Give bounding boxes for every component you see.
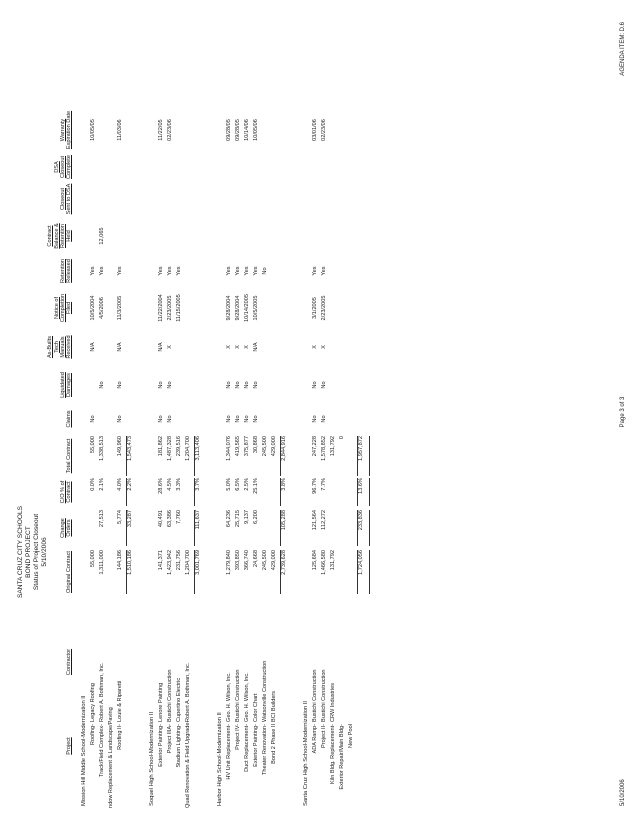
total-change: 33,287 bbox=[127, 510, 133, 528]
column-header-contractor: Contractor bbox=[65, 648, 72, 676]
cell-contractor: Geo. H. Wilson, Inc. bbox=[244, 672, 250, 722]
cell-project: Kiln Bldg. Replacement- bbox=[330, 724, 336, 785]
cell-change: 7,760 bbox=[176, 510, 182, 524]
cell-total: 131,792 bbox=[330, 436, 336, 457]
cell-co_pct: 96.7% bbox=[312, 478, 318, 494]
cell-original: 231,756 bbox=[176, 550, 182, 571]
cell-retention: Yes bbox=[117, 266, 123, 276]
cell-co_pct: 28.6% bbox=[158, 478, 164, 494]
cell-asbuilts: X bbox=[235, 345, 241, 349]
total-total: 2,844,916 bbox=[281, 436, 287, 461]
cell-project: Quad Renovation & Field Upgrade- bbox=[185, 720, 191, 808]
footer-page-number: Page 3 of 3 bbox=[620, 396, 626, 428]
cell-notice: 2/23/2005 bbox=[321, 295, 327, 321]
cell-warranty: 11/22/05 bbox=[158, 119, 164, 141]
total-change: 111,637 bbox=[195, 510, 201, 530]
total-change: 105,288 bbox=[281, 510, 287, 531]
cell-co_pct: 0.0% bbox=[90, 478, 96, 491]
cell-contractor: Louie & Riparetti bbox=[117, 680, 123, 722]
column-header-dsa: DSA Closeout Complete bbox=[53, 155, 72, 179]
cell-liquidated: No bbox=[244, 381, 250, 389]
cell-asbuilts: X bbox=[321, 345, 327, 349]
cell-liquidated: No bbox=[226, 381, 232, 389]
cell-change: 27,513 bbox=[99, 510, 105, 528]
cell-contractor: Bustichi Construction bbox=[321, 669, 327, 722]
cell-claims: No bbox=[321, 415, 327, 423]
cell-change: 64,236 bbox=[226, 510, 232, 528]
report-title: SANTA CRUZ CITY SCHOOLS bbox=[17, 505, 24, 599]
cell-project: Roofing- bbox=[90, 724, 96, 746]
cell-original: 245,500 bbox=[262, 550, 268, 571]
cell-warranty: 11/03/06 bbox=[117, 119, 123, 141]
cell-claims: No bbox=[312, 415, 318, 423]
total-original: 3,001,769 bbox=[195, 550, 201, 575]
cell-total: 1,487,328 bbox=[167, 436, 173, 461]
cell-change: 112,272 bbox=[321, 510, 327, 530]
total-co_pct: 2.2% bbox=[127, 478, 133, 491]
column-header-project: Project bbox=[65, 737, 72, 755]
cell-co_pct: 5.0% bbox=[226, 478, 232, 491]
cell-original: 429,000 bbox=[271, 550, 277, 571]
cell-original: 393,850 bbox=[235, 550, 241, 571]
section-title: Soquel High School-Modernization II bbox=[149, 711, 155, 806]
cell-contractor: Bustichi Construction bbox=[167, 669, 173, 722]
cell-balance: 12,065 bbox=[99, 227, 105, 245]
cell-co_pct: 6.5% bbox=[235, 478, 241, 491]
cell-notice: 11/3/2005 bbox=[117, 295, 123, 321]
cell-claims: No bbox=[117, 415, 123, 423]
cell-notice: 4/5/2006 bbox=[99, 297, 105, 319]
cell-project: Project II- bbox=[321, 724, 327, 748]
cell-original: 125,684 bbox=[312, 550, 318, 571]
cell-contractor: Bustichi Construction bbox=[235, 669, 241, 722]
cell-retention: Yes bbox=[253, 266, 259, 276]
column-header-liquidated: Liquidated Damages bbox=[59, 372, 72, 398]
cell-co_pct: 4.0% bbox=[117, 478, 123, 491]
cell-contractor: Color Chart bbox=[253, 693, 259, 722]
cell-total: 419,565 bbox=[235, 436, 241, 457]
cell-total: 1,204,700 bbox=[185, 436, 191, 461]
cell-warranty: 10/05/05 bbox=[90, 119, 96, 141]
cell-notice: 11/15/2005 bbox=[176, 294, 182, 322]
section-title: Santa Cruz High School-Modernization II bbox=[303, 700, 309, 806]
cell-project: New Pool bbox=[348, 724, 354, 748]
cell-original: 366,740 bbox=[244, 550, 250, 571]
cell-retention: No bbox=[262, 267, 268, 275]
cell-warranty: 03/01/06 bbox=[312, 119, 318, 141]
cell-co_pct: 3.3% bbox=[176, 478, 182, 491]
cell-liquidated: No bbox=[253, 381, 259, 389]
cell-retention: Yes bbox=[167, 266, 173, 276]
cell-original: 1,466,580 bbox=[321, 550, 327, 575]
cell-original: 1,279,840 bbox=[226, 550, 232, 575]
cell-claims: No bbox=[167, 415, 173, 423]
column-header-total: Total Contract bbox=[65, 438, 72, 474]
cell-original: 1,204,700 bbox=[185, 550, 191, 575]
cell-warranty: 10/05/06 bbox=[253, 119, 259, 141]
report-date: 5/10/2006 bbox=[41, 537, 48, 567]
cell-total: 30,868 bbox=[253, 436, 259, 454]
cell-notice: 11/22/2004 bbox=[158, 294, 164, 322]
cell-liquidated: No bbox=[235, 381, 241, 389]
cell-project: Project IV- bbox=[235, 724, 241, 750]
cell-retention: Yes bbox=[99, 266, 105, 276]
grand-total-rule bbox=[369, 510, 370, 546]
cell-claims: No bbox=[253, 415, 259, 423]
cell-notice: 9/28/2004 bbox=[226, 295, 232, 321]
cell-total: 1,344,076 bbox=[226, 436, 232, 461]
report-subtitle: BOND PROJECT bbox=[25, 526, 32, 578]
cell-original: 55,000 bbox=[90, 550, 96, 568]
cell-change: 40,491 bbox=[158, 510, 164, 528]
cell-project: Stadium Lighting- bbox=[176, 724, 182, 768]
total-original: 2,739,628 bbox=[281, 550, 287, 575]
cell-original: 141,371 bbox=[158, 550, 164, 571]
cell-co_pct: 25.1% bbox=[253, 478, 259, 494]
cell-liquidated: No bbox=[321, 381, 327, 389]
cell-notice: 2/23/2005 bbox=[167, 295, 173, 321]
grand-total-rule bbox=[369, 478, 370, 506]
cell-change: 9,137 bbox=[244, 510, 250, 524]
cell-contractor: Bustichi Construction bbox=[312, 669, 318, 722]
cell-total: 1,338,513 bbox=[99, 436, 105, 461]
total-co_pct: 3.7% bbox=[195, 478, 201, 491]
cell-project: Duct Replacement- bbox=[244, 724, 250, 772]
total-total: 3,113,406 bbox=[195, 436, 201, 461]
cell-contractor: Robert A. Bothman, Inc. bbox=[185, 662, 191, 722]
cell-retention: Yes bbox=[226, 266, 232, 276]
footer-date: 5/10/2006 bbox=[620, 779, 626, 806]
cell-change: 5,774 bbox=[117, 510, 123, 524]
cell-co_pct: 4.5% bbox=[167, 478, 173, 491]
cell-original: 1,311,000 bbox=[99, 550, 105, 575]
section-title: Mission Hill Middle School-Modernization II bbox=[81, 695, 87, 806]
cell-original: 1,423,942 bbox=[167, 550, 173, 575]
cell-asbuilts: N/A bbox=[158, 342, 164, 352]
cell-retention: Yes bbox=[235, 266, 241, 276]
cell-notice: 10/5/2005 bbox=[253, 295, 259, 321]
cell-claims: No bbox=[244, 415, 250, 423]
total-change: 233,836 bbox=[358, 510, 364, 531]
column-header-notice: Notice of Completion Filed bbox=[53, 293, 72, 323]
cell-total: 55,000 bbox=[90, 436, 96, 454]
cell-project: Exterior Painting- bbox=[253, 724, 259, 767]
cell-retention: Yes bbox=[312, 266, 318, 276]
cell-project: Exterior Repair/Main Bldg- bbox=[339, 724, 345, 790]
cell-liquidated: No bbox=[117, 381, 123, 389]
cell-original: 131,792 bbox=[330, 550, 336, 571]
cell-liquidated: No bbox=[99, 381, 105, 389]
grand-total-rule bbox=[369, 436, 370, 476]
cell-retention: Yes bbox=[244, 266, 250, 276]
cell-liquidated: No bbox=[167, 381, 173, 389]
cell-retention: Yes bbox=[176, 266, 182, 276]
footer-agenda-item: AGENDA ITEM: D.6 bbox=[620, 22, 626, 76]
cell-total: 245,500 bbox=[262, 436, 268, 457]
cell-project: Project IIIA- bbox=[167, 724, 173, 754]
grand-total-rule bbox=[369, 550, 370, 594]
cell-retention: Yes bbox=[90, 266, 96, 276]
cell-change: 25,715 bbox=[235, 510, 241, 528]
cell-claims: No bbox=[226, 415, 232, 423]
cell-total: 247,228 bbox=[312, 436, 318, 457]
cell-contractor: Watsonville Construction bbox=[262, 660, 268, 722]
column-header-retention: Retention Released bbox=[59, 259, 72, 283]
cell-project: HV Unit Replacement- bbox=[226, 724, 232, 780]
total-original: 1,724,056 bbox=[358, 550, 364, 575]
cell-original: 24,668 bbox=[253, 550, 259, 568]
cell-project: Bond 2 Phase II bbox=[271, 724, 277, 764]
cell-total: 1,578,852 bbox=[321, 436, 327, 461]
cell-asbuilts: X bbox=[312, 345, 318, 349]
cell-project: Roofing II- bbox=[117, 724, 123, 750]
cell-warranty: 02/23/06 bbox=[321, 119, 327, 141]
cell-warranty: 10/14/06 bbox=[244, 119, 250, 141]
cell-contractor: Robert A. Bothman, Inc. bbox=[99, 662, 105, 722]
cell-claims: No bbox=[90, 415, 96, 423]
cell-warranty: 09/28/05 bbox=[235, 119, 241, 141]
cell-contractor: Geo. H. Wilson, Inc. bbox=[226, 672, 232, 722]
total-co_pct: 3.8% bbox=[281, 478, 287, 491]
cell-total: 375,877 bbox=[244, 436, 250, 457]
cell-asbuilts: X bbox=[226, 345, 232, 349]
cell-contractor: BCI Builders bbox=[271, 690, 277, 722]
total-original: 1,510,186 bbox=[127, 550, 133, 575]
cell-change: 63,386 bbox=[167, 510, 173, 528]
cell-total: 181,862 bbox=[158, 436, 164, 457]
cell-co_pct: 7.7% bbox=[321, 478, 327, 491]
cell-change: 121,564 bbox=[312, 510, 318, 531]
cell-original: 144,186 bbox=[117, 550, 123, 571]
column-header-balance: Contract Balance & Retention Held bbox=[47, 223, 72, 249]
cell-project: Track/Field Complex- bbox=[99, 724, 105, 777]
column-header-claims: Claims bbox=[65, 410, 72, 428]
report-status-title: Status of Project Closeout bbox=[33, 513, 40, 591]
cell-retention: Yes bbox=[321, 266, 327, 276]
cell-retention: Yes bbox=[158, 266, 164, 276]
cell-contractor: Legacy Roofing bbox=[90, 683, 96, 722]
cell-warranty: 02/23/06 bbox=[167, 119, 173, 141]
cell-asbuilts: N/A bbox=[90, 342, 96, 352]
cell-notice: 9/28/2004 bbox=[235, 295, 241, 321]
cell-asbuilts: N/A bbox=[253, 342, 259, 352]
cell-total: 429,000 bbox=[271, 436, 277, 457]
column-header-co_pct: C/O % of Contract bbox=[59, 480, 72, 504]
column-header-closeout: Closeout Sent to DSA bbox=[59, 183, 72, 215]
cell-asbuilts: N/A bbox=[117, 342, 123, 352]
cell-change: 6,200 bbox=[253, 510, 259, 524]
cell-total: 239,516 bbox=[176, 436, 182, 457]
cell-contractor: CRW Industries bbox=[330, 682, 336, 722]
column-header-change: Change Orders bbox=[59, 518, 72, 538]
cell-claims: No bbox=[158, 415, 164, 423]
cell-warranty: 09/28/05 bbox=[226, 119, 232, 141]
cell-contractor: Cupertino Electric bbox=[176, 677, 182, 722]
cell-project: ndow Replacement & Landscape/Paving bbox=[108, 707, 114, 808]
total-total: 1,957,872 bbox=[358, 436, 364, 461]
cell-total: 149,960 bbox=[117, 436, 123, 457]
cell-project: ADA Ramp- bbox=[312, 724, 318, 754]
cell-liquidated: No bbox=[158, 381, 164, 389]
cell-liquidated: No bbox=[312, 381, 318, 389]
cell-asbuilts: X bbox=[244, 345, 250, 349]
cell-notice: 3/1/2005 bbox=[312, 297, 318, 319]
section-title: Harbor High School-Modernization II bbox=[217, 712, 223, 806]
column-header-warranty: Warranty Expiration Date bbox=[59, 110, 72, 150]
cell-co_pct: 2.1% bbox=[99, 478, 105, 491]
cell-asbuilts: X bbox=[167, 345, 173, 349]
cell-claims: No bbox=[235, 415, 241, 423]
cell-notice: 10/14/2005 bbox=[244, 294, 250, 322]
cell-contractor: Lenore Painting bbox=[158, 682, 164, 722]
cell-co_pct: 2.5% bbox=[244, 478, 250, 491]
cell-total: 0 bbox=[339, 436, 345, 440]
cell-project: Theater Renovation- bbox=[262, 724, 268, 775]
column-header-asbuilts: As-Builts Tech Manuals Received bbox=[47, 335, 72, 359]
column-header-original: Original Contract bbox=[65, 551, 72, 593]
cell-project: Exterior Painting- bbox=[158, 724, 164, 767]
total-total: 1,543,473 bbox=[127, 436, 133, 461]
cell-notice: 10/5/2004 bbox=[90, 295, 96, 321]
total-co_pct: 13.6% bbox=[358, 478, 364, 494]
